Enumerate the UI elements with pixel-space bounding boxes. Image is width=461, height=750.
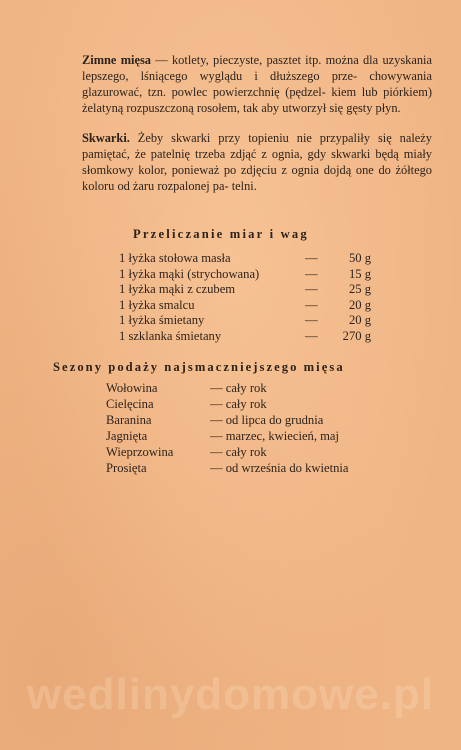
measure-name: 1 szklanka śmietany xyxy=(119,328,222,343)
measure-dash: — xyxy=(305,266,318,281)
season-meat: Wieprzowina xyxy=(106,445,174,459)
measure-row xyxy=(119,282,371,298)
season-meat: Jagnięta xyxy=(106,429,148,443)
measures-table xyxy=(119,251,371,345)
season-period: — od września do kwietnia xyxy=(210,461,349,475)
season-period: — cały rok xyxy=(210,445,267,459)
measure-row xyxy=(119,298,371,314)
watermark: wedlinydomowe.pl xyxy=(26,670,435,719)
season-row xyxy=(106,380,406,396)
paragraph-line: Żeby skwarki przy topieniu nie przypaliły się xyxy=(129,131,392,145)
paragraph-line: z ognia dojdą one do żółtego koloru od żaru rozpalonej pa- xyxy=(82,163,432,193)
season-period: — cały rok xyxy=(210,381,267,395)
measure-value: 15 g xyxy=(348,266,371,281)
season-row xyxy=(106,396,406,412)
measure-row xyxy=(119,329,371,345)
measure-dash: — xyxy=(305,328,318,343)
measure-value: 20 g xyxy=(348,313,371,328)
seasons-heading: Sezony podaży najsmaczniejszego mięsa xyxy=(53,360,345,374)
paragraph-cold-meats xyxy=(82,52,432,116)
season-period: — marzec, kwiecień, maj xyxy=(210,429,340,443)
measure-dash: — xyxy=(305,297,318,312)
season-meat: Cielęcina xyxy=(106,397,154,411)
paragraph-line: telni. xyxy=(231,179,257,193)
paragraph-line: należy pamiętać, że patelnię trzeba zdjąć z ognia, gdy xyxy=(82,131,432,161)
measure-value: 25 g xyxy=(348,282,371,297)
measure-name: 1 łyżka mąki (strychowana) xyxy=(119,266,260,281)
season-period: — od lipca do grudnia xyxy=(210,413,324,427)
measure-dash: — xyxy=(305,313,318,328)
season-meat: Prosięta xyxy=(106,461,147,475)
measure-row xyxy=(119,251,371,267)
measure-row xyxy=(119,267,371,283)
paragraph-line: uzyskania lepszego, lśniącego wyglądu i dłuższego prze- xyxy=(82,53,432,83)
paragraph-lead: Skwarki. xyxy=(82,131,130,145)
measure-name: 1 łyżka stołowa masła xyxy=(119,251,231,265)
measure-row xyxy=(119,313,371,329)
measure-name: 1 łyżka śmietany xyxy=(119,313,205,328)
measures-heading: Przeliczanie miar i wag xyxy=(133,227,309,241)
paragraph-line: kiem lub piórkiem) żelatyną rozpuszczoną rosołem, tak aby xyxy=(82,85,432,115)
season-row xyxy=(106,412,406,428)
measure-dash: — xyxy=(305,282,318,297)
measure-name: 1 łyżka mąki z czubem xyxy=(119,282,236,297)
season-period: — cały rok xyxy=(210,397,267,411)
measure-value: 20 g xyxy=(348,297,371,312)
season-row xyxy=(106,460,406,476)
measure-value: 50 g xyxy=(348,251,371,265)
paragraph-line: chowywania glazurować, tzn. powlec powierzchnię (pędzel- xyxy=(82,69,432,99)
season-row xyxy=(106,444,406,460)
measure-value: 270 g xyxy=(342,328,371,343)
paragraph-lead: Zimne mięsa xyxy=(82,53,151,67)
measure-dash: — xyxy=(305,251,318,265)
paragraph-cracklings xyxy=(82,130,432,194)
seasons-table xyxy=(106,380,406,476)
paragraph-line: — kotlety, pieczyste, pasztet itp. można dla xyxy=(151,53,379,67)
season-meat: Baranina xyxy=(106,413,152,427)
season-row xyxy=(106,428,406,444)
paragraph-line: skwarki będą miały słomkowy kolor, ponieważ po zdjęciu xyxy=(82,147,432,177)
paragraph-line: utworzył się gęsty płyn. xyxy=(282,101,401,115)
season-meat: Wołowina xyxy=(106,381,158,395)
measure-name: 1 łyżka smalcu xyxy=(119,297,195,312)
